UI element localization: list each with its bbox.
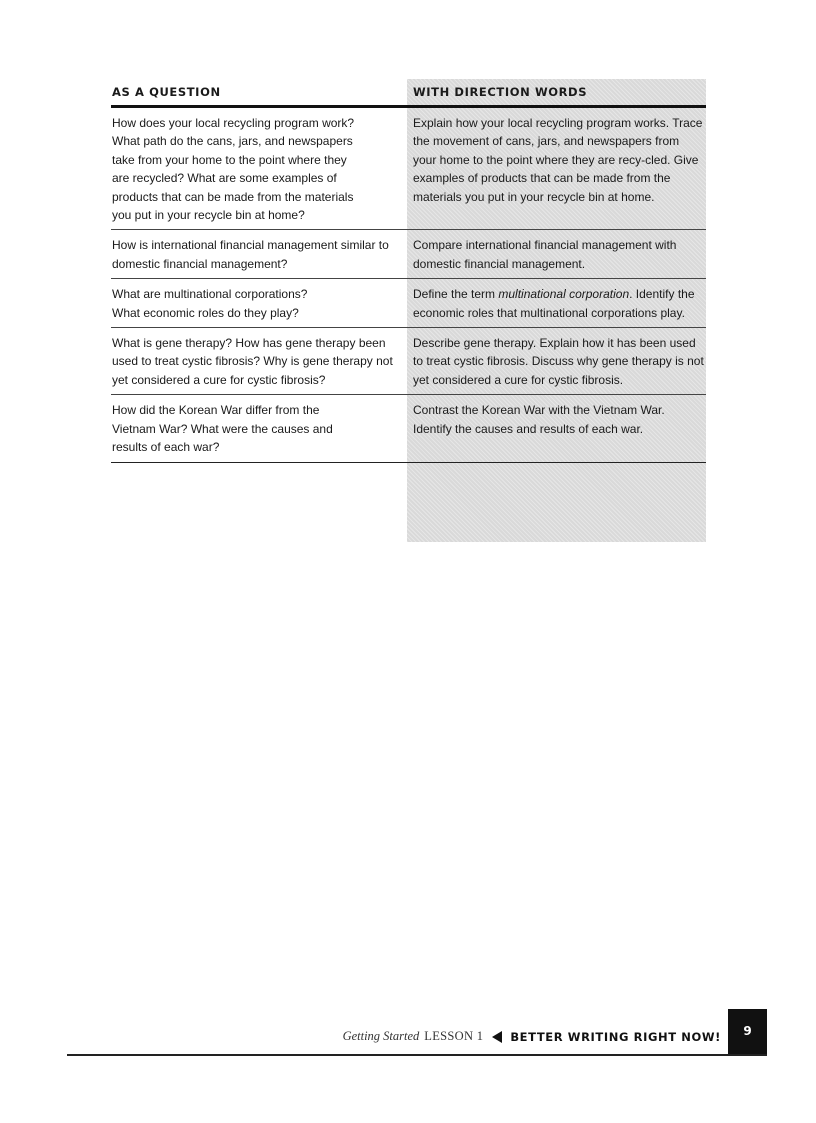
footer-rule — [67, 1054, 767, 1056]
header-with-direction-words: WITH DIRECTION WORDS — [407, 79, 706, 107]
direction-cell: Explain how your local recycling program works. Trace the movement of cans, jars, and newspapers from your home to the point where they are recy-cled. Give examples of products that can be made from the materials you put in your recycle bin at home. — [407, 107, 706, 230]
footer-book-title: BETTER WRITING RIGHT NOW! — [510, 1029, 721, 1044]
direction-text-before: Define the term — [413, 287, 499, 302]
question-cell: What is gene therapy? How has gene therapy been used to treat cystic fibrosis? Why is gene therapy not yet considered a cure for cystic fibrosis? — [111, 328, 407, 395]
direction-cell: Contrast the Korean War with the Vietnam War. Identify the causes and results of each war. — [407, 395, 706, 462]
question-cell: How does your local recycling program work? What path do the cans, jars, and newspapers take from your home to the point where they are recycled? What are some examples of products that can be made from the materials you put in your recycle bin at home? — [111, 107, 407, 230]
left-triangle-icon — [492, 1031, 502, 1043]
footer-lesson-label: LESSON 1 — [424, 1029, 484, 1043]
question-cell: What are multinational corporations? What economic roles do they play? — [111, 279, 407, 328]
comparison-table-container — [111, 79, 706, 463]
header-as-a-question: AS A QUESTION — [111, 79, 407, 107]
table-row — [111, 230, 706, 279]
direction-text-after: . Identify the economic roles that multinational corporations play. — [413, 287, 695, 320]
direction-cell — [407, 279, 706, 328]
running-footer-text — [343, 1029, 721, 1044]
footer-section-name: Getting Started — [342, 1029, 420, 1043]
question-cell: How is international financial management similar to domestic financial management? — [111, 230, 407, 279]
table-row — [111, 279, 706, 328]
page-number: 9 — [728, 1009, 767, 1055]
table-header-row — [111, 79, 706, 107]
page-footer — [0, 1009, 816, 1069]
question-vs-direction-table — [111, 79, 706, 463]
question-cell: How did the Korean War differ from the Vietnam War? What were the causes and results of each war? — [111, 395, 407, 462]
direction-term-emphasis: multinational corporation — [498, 287, 630, 302]
table-row — [111, 395, 706, 462]
table-row — [111, 328, 706, 395]
direction-cell: Describe gene therapy. Explain how it has been used to treat cystic fibrosis. Discuss why gene therapy is not yet considered a cure for cystic fibrosis. — [407, 328, 706, 395]
table-row — [111, 107, 706, 230]
direction-cell: Compare international financial management with domestic financial management. — [407, 230, 706, 279]
